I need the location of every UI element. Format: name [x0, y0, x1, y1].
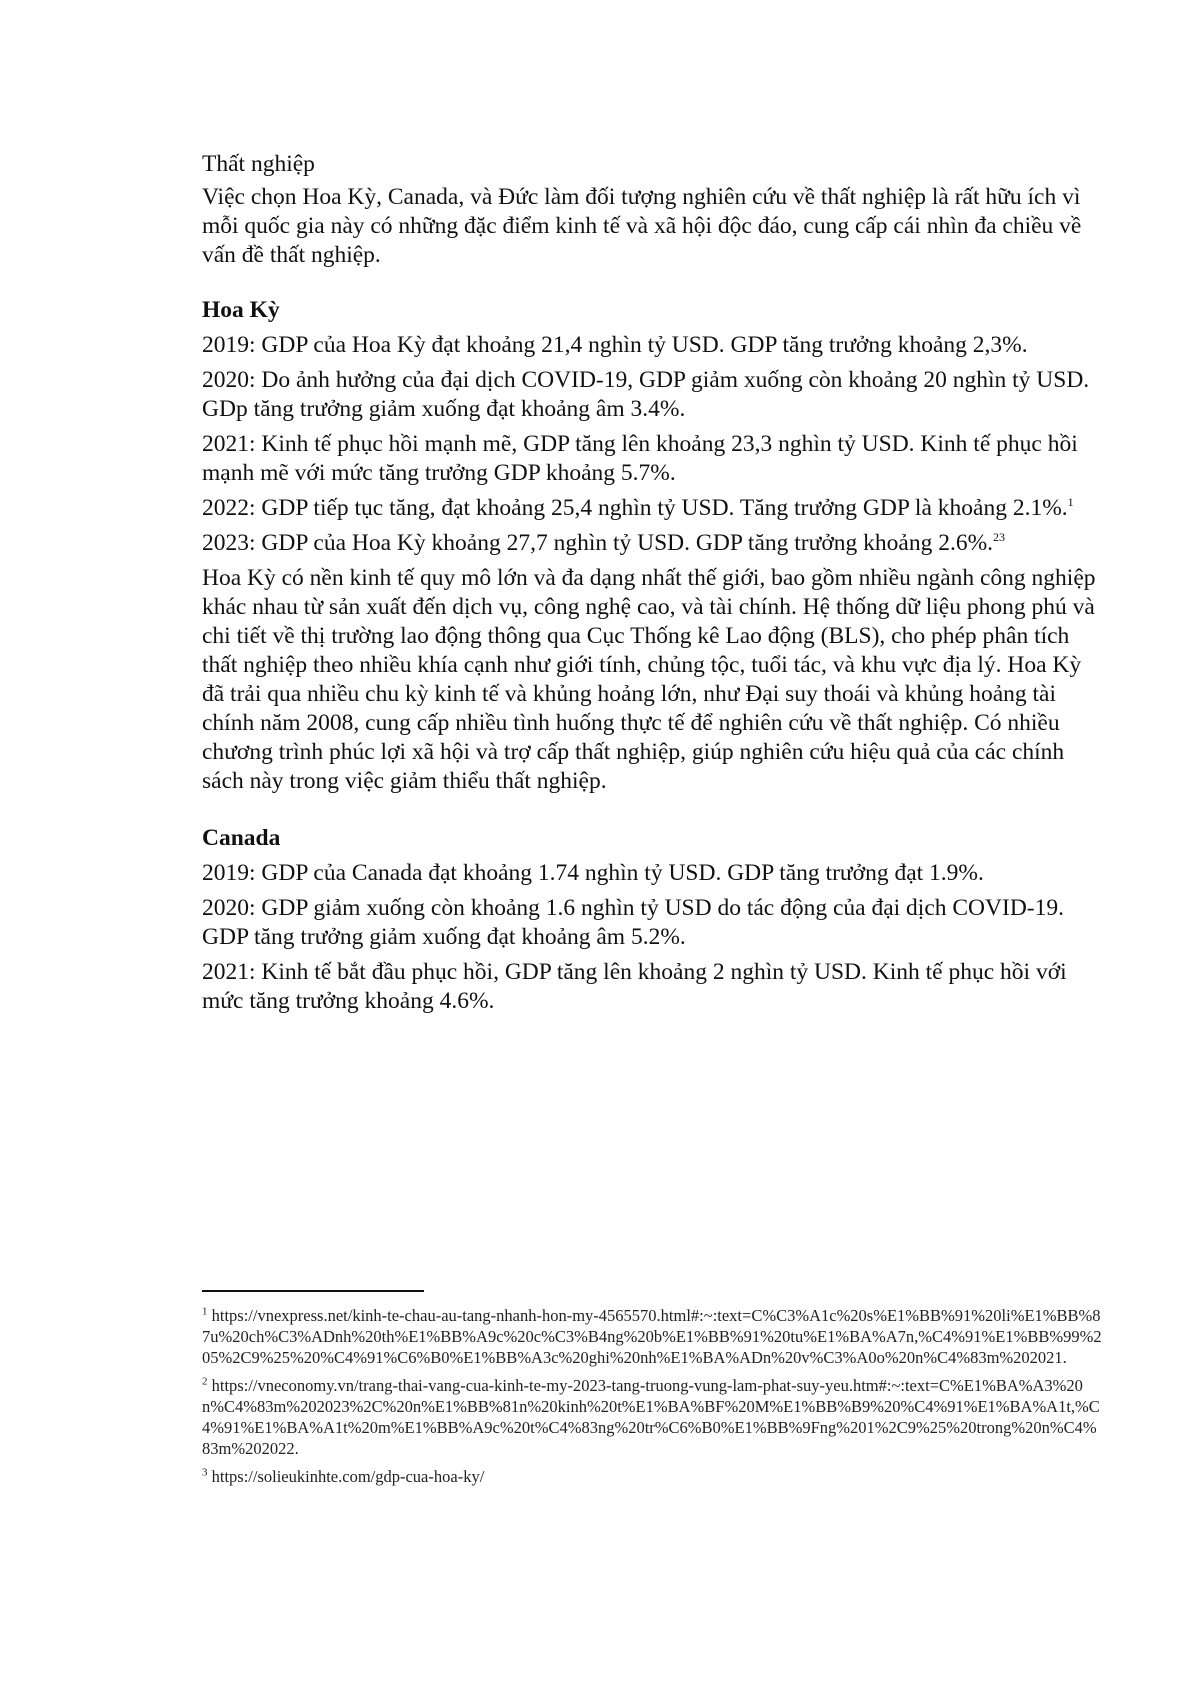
canada-item-2019: 2019: GDP của Canada đạt khoảng 1.74 nghìn tỷ USD. GDP tăng trưởng đạt 1.9%. — [202, 860, 984, 886]
footnote-1 — [202, 1305, 1102, 1368]
footnote-link[interactable]: https://vneconomy.vn/trang-thai-vang-cua-kinh-te-my-2023-tang-truong-vung-lam-phat-suy-yeu.htm#:~:text=C%E1%BA%A3%20n%C4%83m%202023%2C%20n%E1%BB%81n%20kinh%20t%E1%BA%BF%20M%E1%BB%B9%20%C4%91%E1%BA%A1t,%C4%91%E1%BA%A1t%20m%E1%BB%A9c%20t%C4%83ng%20tr%C6%B0%E1%BB%9Fng%201%2C9%25%20trong%20n%C4%83m%202022. — [202, 1376, 1100, 1458]
footnote-3 — [202, 1466, 1102, 1487]
usa-item-2021: 2021: Kinh tế phục hồi mạnh mẽ, GDP tăng lên khoảng 23,3 nghìn tỷ USD. Kinh tế phục hồi mạnh mẽ với mức tăng trưởng GDP khoảng 5.7%. — [202, 431, 1078, 486]
usa-summary-paragraph: Hoa Kỳ có nền kinh tế quy mô lớn và đa dạng nhất thế giới, bao gồm nhiều ngành công nghiệp khác nhau từ sản xuất đến dịch vụ, công nghệ cao, và tài chính. Hệ thống dữ liệu phong phú và chi tiết về thị trường lao động thông qua Cục Thống kê Lao động (BLS), cho phép phân tích thất nghiệp theo nhiều khía cạnh như giới tính, chủng tộc, tuổi tác, và khu vực địa lý. Hoa Kỳ đã trải qua nhiều chu kỳ kinh tế và khủng hoảng lớn, như Đại suy thoái và khủng hoảng tài chính năm 2008, cung cấp nhiều tình huống thực tế để nghiên cứu về thất nghiệp. Có nhiều chương trình phúc lợi xã hội và trợ cấp thất nghiệp, giúp nghiên cứu hiệu quả của các chính sách này trong việc giảm thiểu thất nghiệp. — [202, 565, 1096, 794]
footnote-ref[interactable]: 1 — [1067, 495, 1074, 510]
footnote-link[interactable]: https://solieukinhte.com/gdp-cua-hoa-ky/ — [211, 1467, 485, 1486]
footnote-ref[interactable]: 23 — [993, 530, 1006, 545]
footnotes — [202, 1290, 1102, 1494]
usa-item-2019: 2019: GDP của Hoa Kỳ đạt khoảng 21,4 nghìn tỷ USD. GDP tăng trưởng khoảng 2,3%. — [202, 332, 1028, 358]
footnote-separator — [202, 1290, 424, 1292]
footnote-number: 2 — [202, 1375, 208, 1388]
section-heading-unemployment: Thất nghiệp — [202, 151, 315, 177]
usa-item-2020: 2020: Do ảnh hưởng của đại dịch COVID-19, GDP giảm xuống còn khoảng 20 nghìn tỷ USD. GDp tăng trưởng giảm xuống đạt khoảng âm 3.4%. — [202, 367, 1090, 422]
usa-item-2023: 2023: GDP của Hoa Kỳ khoảng 27,7 nghìn tỷ USD. GDP tăng trưởng khoảng 2.6%.$^{23}$ — [202, 530, 1006, 556]
footnote-2 — [202, 1375, 1102, 1459]
canada-item-2020: 2020: GDP giảm xuống còn khoảng 1.6 nghìn tỷ USD do tác động của đại dịch COVID-19. GDP tăng trưởng giảm xuống đạt khoảng âm 5.2%. — [202, 895, 1064, 950]
intro-paragraph: Việc chọn Hoa Kỳ, Canada, và Đức làm đối tượng nghiên cứu về thất nghiệp là rất hữu ích vì mỗi quốc gia này có những đặc điểm kinh tế và xã hội độc đáo, cung cấp cái nhìn đa chiều về vấn đề thất nghiệp. — [202, 184, 1082, 268]
section-title-usa: Hoa Kỳ — [202, 297, 280, 323]
canada-item-2021: 2021: Kinh tế bắt đầu phục hồi, GDP tăng lên khoảng 2 nghìn tỷ USD. Kinh tế phục hồi với mức tăng trưởng khoảng 4.6%. — [202, 959, 1067, 1014]
document-page — [202, 150, 1102, 1022]
section-title-canada: Canada — [202, 825, 281, 851]
footnote-number: 1 — [202, 1305, 208, 1318]
usa-item-2022: 2022: GDP tiếp tục tăng, đạt khoảng 25,4 nghìn tỷ USD. Tăng trưởng GDP là khoảng 2.1%.$^1$ — [202, 495, 1074, 521]
footnote-link[interactable]: https://vnexpress.net/kinh-te-chau-au-tang-nhanh-hon-my-4565570.html#:~:text=C%C3%A1c%20s%E1%BB%91%20li%E1%BB%87u%20ch%C3%ADnh%20th%E1%BB%A9c%20c%C3%B4ng%20b%E1%BB%91%20tu%E1%BA%A7n,%C4%91%E1%BB%99%205%2C9%25%20%C4%91%C6%B0%E1%BB%A3c%20ghi%20nh%E1%BA%ADn%20v%C3%A0o%20n%C4%83m%202021. — [202, 1306, 1102, 1367]
footnote-number: 3 — [202, 1466, 208, 1479]
